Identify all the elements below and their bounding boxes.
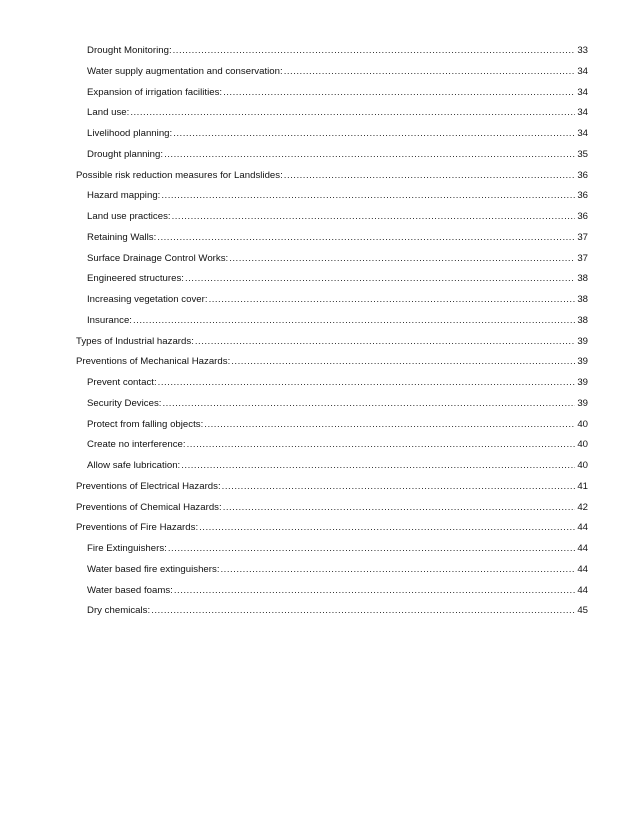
toc-dot-leader	[187, 435, 575, 456]
toc-entry[interactable]	[76, 311, 588, 332]
toc-entry-page-number: 36	[577, 211, 588, 222]
toc-entry-title: Increasing vegetation cover:	[87, 294, 208, 305]
toc-entry[interactable]	[76, 41, 588, 62]
toc-dot-leader	[173, 41, 575, 62]
toc-dot-leader	[172, 207, 575, 228]
toc-entry[interactable]	[76, 352, 588, 373]
toc-entry-page-number: 36	[577, 190, 588, 202]
toc-entry-page-number: 38	[577, 314, 588, 326]
toc-list	[76, 41, 588, 622]
toc-entry[interactable]	[76, 477, 588, 498]
toc-entry-page-number: 39	[577, 397, 588, 409]
toc-dot-leader	[223, 83, 575, 104]
toc-entry-page-number: 42	[577, 501, 588, 513]
toc-entry-title: Create no interference:	[87, 439, 186, 451]
toc-entry[interactable]	[76, 581, 588, 602]
toc-dot-leader	[222, 477, 575, 498]
toc-entry[interactable]	[76, 456, 588, 477]
toc-dot-leader	[185, 269, 575, 290]
toc-entry-title: Drought Monitoring:	[87, 45, 172, 56]
toc-entry-page-number: 40	[577, 418, 588, 430]
toc-entry-page-number: 44	[577, 522, 588, 534]
toc-entry-page-number: 37	[577, 231, 588, 243]
toc-entry[interactable]	[76, 269, 588, 290]
toc-entry-title: Preventions of Fire Hazards:	[76, 522, 199, 534]
toc-dot-leader	[168, 539, 575, 560]
toc-entry[interactable]	[76, 290, 588, 311]
toc-entry-page-number: 36	[577, 169, 588, 181]
toc-entry-page-number: 44	[577, 563, 588, 575]
toc-entry-page-number: 34	[577, 86, 588, 98]
toc-entry[interactable]	[76, 103, 588, 124]
toc-entry-page-number: 45	[577, 605, 588, 617]
toc-entry-title: Possible risk reduction measures for Landslides:	[76, 169, 283, 181]
toc-entry-page-number: 39	[577, 335, 588, 347]
toc-entry[interactable]	[76, 435, 588, 456]
toc-entry-page-number: 34	[577, 107, 588, 119]
toc-entry-title: Preventions of Mechanical Hazards:	[76, 356, 231, 368]
toc-entry-title: Prevent contact:	[87, 377, 157, 388]
toc-entry-title: Dry chemicals:	[87, 605, 151, 617]
toc-entry[interactable]	[76, 124, 588, 145]
toc-entry-page-number: 41	[577, 480, 588, 492]
toc-entry[interactable]	[76, 83, 588, 104]
toc-dot-leader	[133, 311, 575, 332]
toc-entry-page-number: 39	[577, 356, 588, 368]
toc-dot-leader	[164, 145, 575, 166]
toc-entry[interactable]	[76, 62, 588, 83]
toc-dot-leader	[174, 581, 575, 602]
toc-entry-page-number: 40	[577, 439, 588, 451]
toc-entry-title: Preventions of Electrical Hazards:	[76, 480, 221, 492]
toc-entry[interactable]	[76, 186, 588, 207]
toc-entry[interactable]	[76, 498, 588, 519]
toc-entry[interactable]	[76, 228, 588, 249]
toc-entry-title: Drought planning:	[87, 148, 164, 160]
toc-entry-title: Land use:	[87, 107, 130, 119]
toc-entry[interactable]	[76, 560, 588, 581]
toc-entry-title: Engineered structures:	[87, 273, 184, 285]
toc-entry-title: Retaining Walls:	[87, 231, 157, 243]
toc-dot-leader	[173, 124, 575, 145]
toc-dot-leader	[161, 186, 575, 207]
toc-dot-leader	[162, 394, 575, 415]
toc-dot-leader	[284, 62, 575, 83]
toc-entry-page-number: 44	[577, 543, 588, 554]
toc-entry-title: Water based foams:	[87, 584, 173, 596]
toc-entry-page-number: 34	[577, 128, 588, 139]
toc-entry[interactable]	[76, 207, 588, 228]
toc-dot-leader	[157, 228, 575, 249]
table-of-contents	[76, 41, 588, 622]
toc-entry-page-number: 40	[577, 460, 588, 471]
toc-dot-leader	[229, 249, 575, 270]
toc-entry[interactable]	[76, 373, 588, 394]
toc-entry-page-number: 38	[577, 273, 588, 285]
toc-entry-page-number: 39	[577, 377, 588, 388]
toc-dot-leader	[195, 332, 575, 353]
toc-entry[interactable]	[76, 539, 588, 560]
toc-entry-title: Hazard mapping:	[87, 190, 161, 202]
toc-dot-leader	[130, 103, 575, 124]
toc-dot-leader	[181, 456, 575, 477]
toc-entry[interactable]	[76, 518, 588, 539]
toc-entry-title: Water based fire extinguishers:	[87, 563, 220, 575]
toc-entry[interactable]	[76, 601, 588, 622]
toc-dot-leader	[204, 415, 575, 436]
toc-entry-title: Preventions of Chemical Hazards:	[76, 501, 222, 513]
toc-entry-title: Surface Drainage Control Works:	[87, 252, 229, 264]
toc-entry-page-number: 33	[577, 45, 588, 56]
toc-entry-title: Types of Industrial hazards:	[76, 335, 194, 347]
toc-entry-title: Land use practices:	[87, 211, 171, 222]
toc-dot-leader	[209, 290, 575, 311]
toc-entry[interactable]	[76, 415, 588, 436]
toc-entry-title: Protect from falling objects:	[87, 418, 204, 430]
toc-entry[interactable]	[76, 332, 588, 353]
toc-entry-title: Insurance:	[87, 314, 132, 326]
toc-entry-title: Allow safe lubrication:	[87, 460, 181, 471]
toc-dot-leader	[158, 373, 575, 394]
toc-entry[interactable]	[76, 145, 588, 166]
toc-entry-page-number: 35	[577, 148, 588, 160]
toc-dot-leader	[221, 560, 575, 581]
toc-dot-leader	[284, 166, 575, 187]
toc-entry[interactable]	[76, 166, 588, 187]
toc-dot-leader	[151, 601, 575, 622]
toc-entry-title: Security Devices:	[87, 397, 162, 409]
toc-entry-title: Water supply augmentation and conservation:	[87, 65, 283, 77]
toc-dot-leader	[231, 352, 575, 373]
toc-dot-leader	[199, 518, 575, 539]
toc-entry-page-number: 34	[577, 65, 588, 77]
toc-entry-title: Livelihood planning:	[87, 128, 173, 139]
toc-entry[interactable]	[76, 249, 588, 270]
toc-entry-page-number: 38	[577, 294, 588, 305]
toc-entry-title: Expansion of irrigation facilities:	[87, 86, 223, 98]
toc-entry-page-number: 44	[577, 584, 588, 596]
toc-dot-leader	[223, 498, 575, 519]
toc-entry-page-number: 37	[577, 252, 588, 264]
toc-entry-title: Fire Extinguishers:	[87, 543, 167, 554]
toc-entry[interactable]	[76, 394, 588, 415]
